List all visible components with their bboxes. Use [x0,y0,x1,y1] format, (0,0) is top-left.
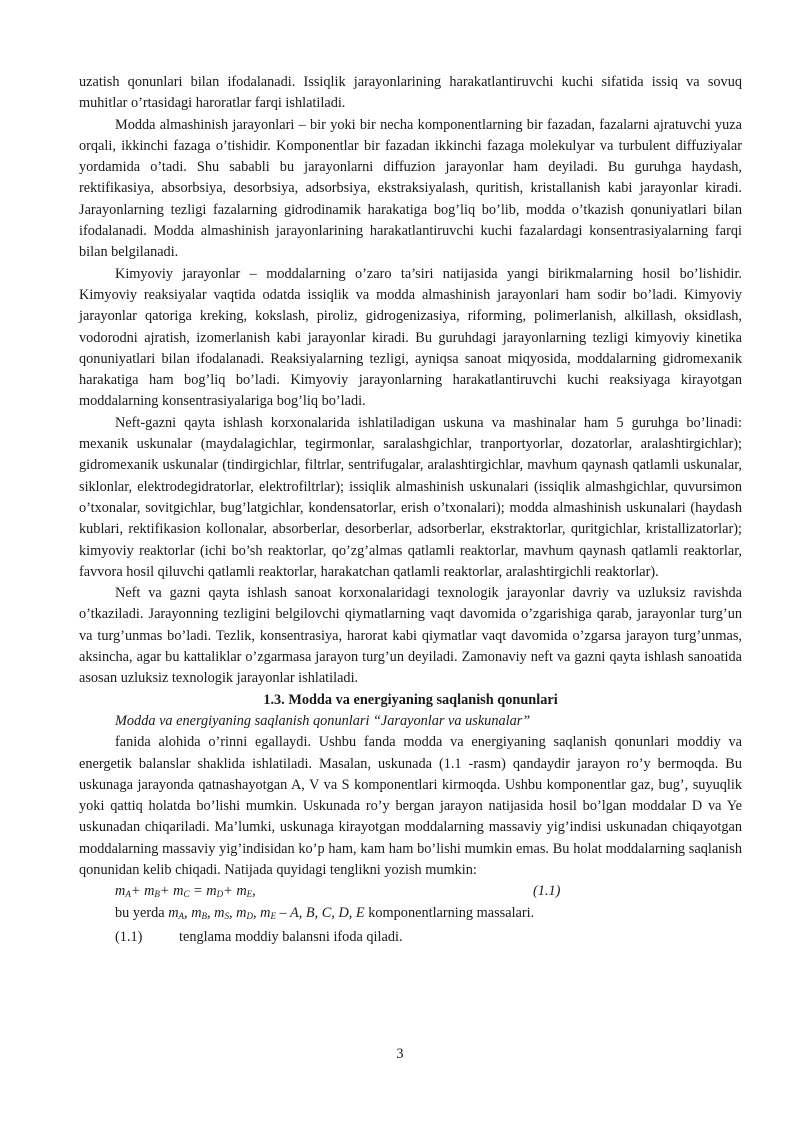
equation-legend: bu yerda $m_A$, $m_B$, $m_S$, $m_D$, $m_E$ – A, B, C, D, E komponentlarning massalari. [115,904,535,921]
paragraph-chemical-processes: Kimyoviy jarayonlar – moddalarning o’zaro ta’siri natijasida yangi birikmalarning hosil bo’lishidir. Kimyoviy reaksiyalar vaqtida odatda issiqlik va modda almashinish jarayonlari ham sodir bo’ladi. Kimyoviy jarayonlar qatoriga kreking, kokslash, piroliz, gidrogenizasiya, riforming, polimerlanish, alkillash, oksidlash, vodorodni ajratish, izomerlanish kabi jarayonlar kiradi. Bu guruhdagi jarayonlarning tezligi kimyoviy kinetika qonuniyatlari bilan ifodalanadi. Reaksiyalarning tezligi, ayniqsa sanoat miqyosida, moddalarning gidromexanik harakatiga ham bog’liq bo’ladi. Kimyoviy jarayonlarning harakatlantiruvchi kuchi reaksiyaga kirayotgan moddalarning konsentrasiyalariga bog’liq bo’ladi. [79,265,742,410]
equation-number: (1.1) [533,883,561,900]
section-heading: 1.3. Modda va energiyaning saqlanish qonunlari [263,691,558,708]
equation-reference-line [115,927,742,948]
paragraph-heat-processes: uzatish qonunlari bilan ifodalanadi. Issiqlik jarayonlarining harakatlantiruvchi kuchi sifatida issiq va sovuq muhitlar o’rtasidagi haroratlar farqi ishlatiladi. [79,74,742,112]
document-page [79,72,742,948]
italic-intro-line: Modda va energiyaning saqlanish qonunlari “Jarayonlar va uskunalar” [115,712,531,729]
equation-reference: (1.1) [115,928,143,945]
equation-1-1: $m_A+ m_B+ m_C = m_D+ m_E$, (1.1) [115,881,742,902]
page-number: 3 [396,1046,404,1062]
paragraph-continuous-processes: Neft va gazni qayta ishlash sanoat korxonalaridagi texnologik jarayonlar davriy va uzluksiz ravishda o’tkaziladi. Jarayonning tezligini belgilovchi qiymatlarning vaqt davomida o’zgarishiga qarab, jarayonlar turg’un va turg’unmas bo’ladi. Tezlik, konsentrasiya, harorat kabi qiymatlar vaqt davomida o’zgarsa jarayon turg’unmas, aksincha, agar bu kattaliklar o’zgarmasa jarayon turg’un deyiladi. Zamonaviy neft va gazni qayta ishlash sanoatida asosan uzluksiz texnologik jarayonlar ishlatiladi. [79,585,742,687]
paragraph-mass-transfer: Modda almashinish jarayonlari – bir yoki bir necha komponentlarning bir fazadan, fazalarni ajratuvchi yuza orqali, ikkinchi fazaga o’tishidir. Komponentlar bir fazadan ikkinchi fazaga molekulyar va turbulent diffuziyalar yordamida o’tadi. Shu sababli bu jarayonlarni diffuzion jarayonlar ham deyiladi. Bu guruhga haydash, rektifikasiya, absorbsiya, desorbsiya, adsorbsiya, ekstraksiyalash, quritish, kristallanish kabi jarayonlar kiradi. Jarayonlarning tezligi fazalarning gidrodinamik harakatiga bog’liq bo’lib, modda o’tkazish qonuniyatlari bilan ifodalanadi. Modda almashinish jarayonlarining harakatlantiruvchi kuchi fazalardagi konsentrasiyalarning farqi bilan belgilanadi. [79,116,742,261]
equation-reference-text: tenglama moddiy balansni ifoda qiladi. [179,928,403,945]
paragraph-conservation-laws: fanida alohida o’rinni egallaydi. Ushbu fanda modda va energiyaning saqlanish qonunlari moddiy va energetik balanslar shaklida ishlatiladi. Masalan, uskunada (1.1 -rasm) qandaydir jarayon ro’y bermoqda. Bu uskunaga jarayonda qatnashayotgan A, V va S komponentlari kirmoqda. Ushbu komponentlar gaz, bug’, suyuqlik yoki qattiq holatda bo’lishi mumkin. Uskunada ro’y bergan jarayon natijasida hosil bo’lgan moddalar D va Ye uskunadan chiqariladi. Ma’lumki, uskunaga kirayotgan moddalarning massaviy yig’indisi uskunadan chiqayotgan moddalarning massaviy yig’indisidan ko’p ham, kam ham bo’lishi mumkin emas. Bu holat moddalarning saqlanish qonunidan kelib chiqadi. Natijada quyidagi tenglikni yozish mumkin: [79,734,742,878]
paragraph-equipment-groups: Neft-gazni qayta ishlash korxonalarida ishlatiladigan uskuna va mashinalar ham 5 guruhga bo’linadi: mexanik uskunalar (maydalagichlar, tegirmonlar, saralashgichlar, tranportyorlar, dozatorlar, aralashtirgichlar); gidromexanik uskunalar (tindirgichlar, filtrlar, sentrifugalar, aralashtirgichlar, mavhum qaynash qatlamli uskunalar, siklonlar, elektrodegidratorlar, elektrofiltrlar); issiqlik almashinish uskunalari (issiqlik almashgichlar, quvursimon o’txonalar, sovitgichlar, bug’latgichlar, kondensatorlar, erish o’txonalari); modda almashinish uskunalari (haydash kublari, rektifikasion kollonalar, absorberlar, desorberlar, adsorberlar, ekstraktorlar, quritgichlar, kristallizatorlar); kimyoviy reaktorlar (ichi bo’sh reaktorlar, qo’zg’almas qatlamli reaktorlar, mavhum qaynash qatlamli reaktorlar, favvora hosil qiluvchi qatlamli reaktorlar, harakatchan qatlamli reaktorlar, aralashtirgichli reaktorlar). [79,414,742,580]
